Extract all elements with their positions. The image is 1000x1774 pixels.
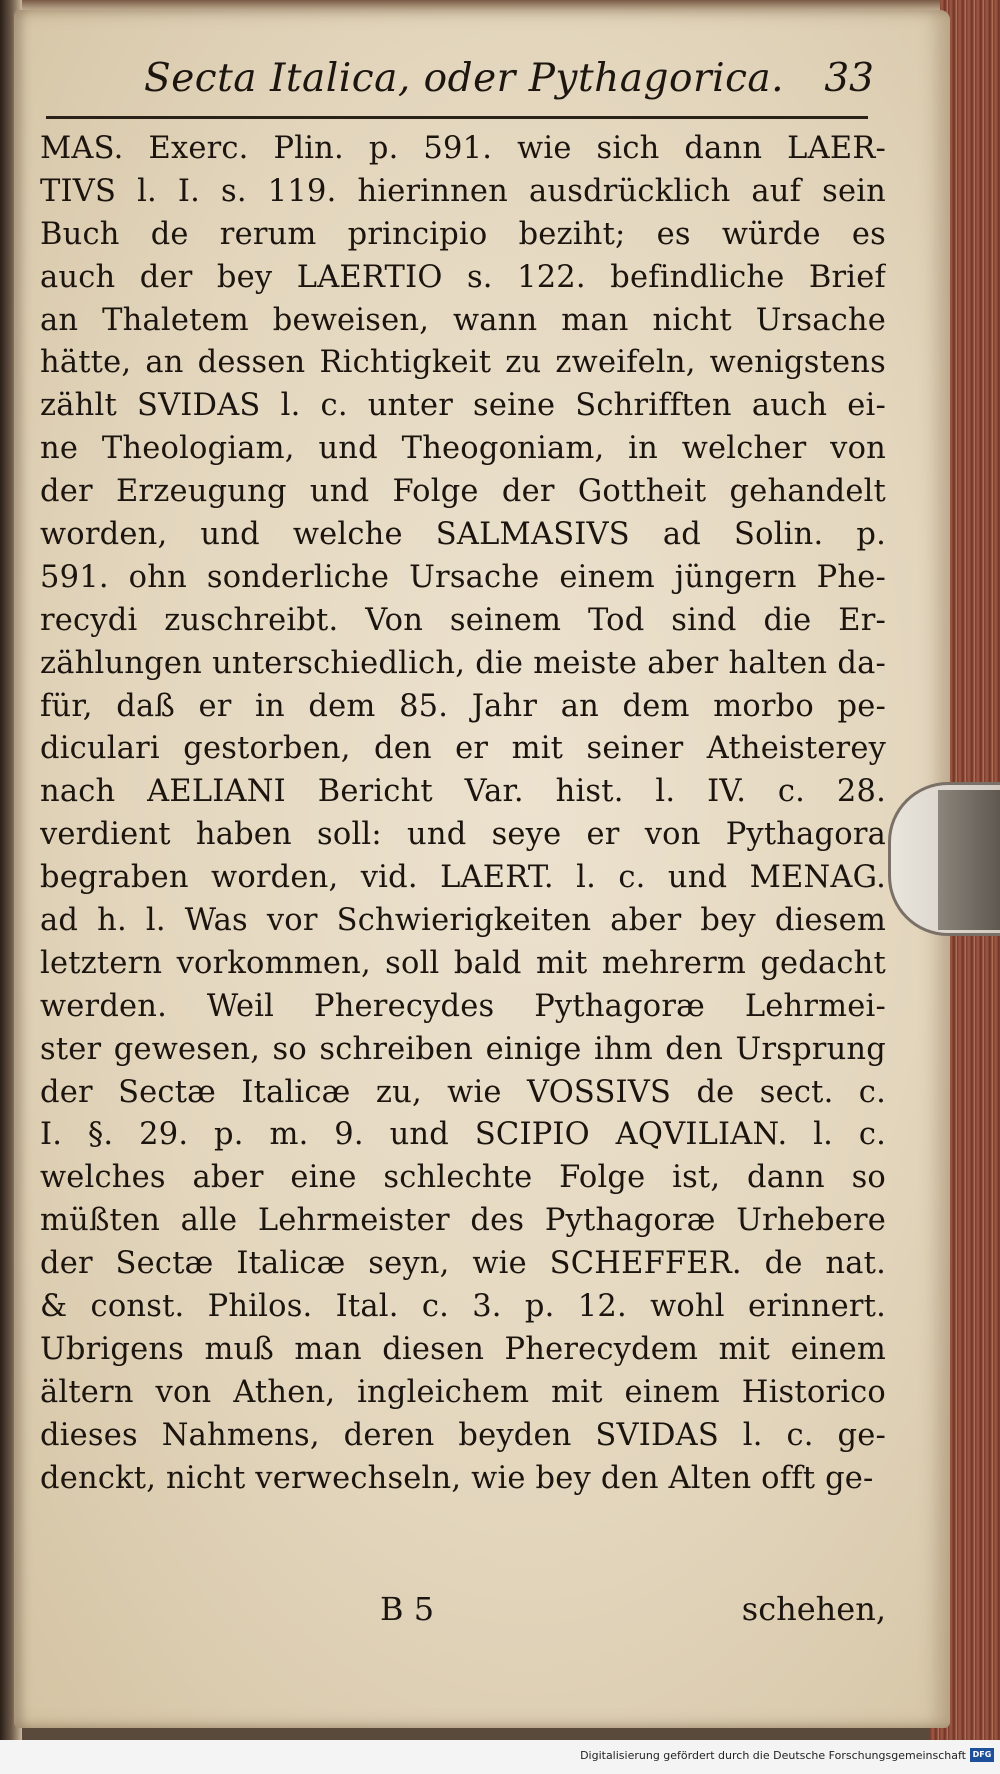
text-line: an Thaletem beweisen, wann man nicht Ursache: [40, 302, 886, 338]
text-line: 591. ohn sonderliche Ursache einem jüngern Phe-: [40, 559, 886, 595]
page-number: 33: [824, 56, 874, 101]
text-line: ad h. l. Was vor Schwierigkeiten aber bey diesem: [40, 903, 886, 939]
text-line: zählt SVIDAS l. c. unter seine Schrifften auch ei-: [40, 388, 886, 424]
bookmark-strap: [938, 790, 1000, 930]
text-line: nach AELIANI Bericht Var. hist. l. IV. c. 28.: [40, 774, 886, 810]
dfg-logo-icon: DFG: [970, 1748, 994, 1762]
signature-mark: B 5: [380, 1590, 435, 1628]
credit-bar: [0, 1740, 1000, 1774]
text-line: & const. Philos. Ital. c. 3. p. 12. wohl erinnert.: [40, 1289, 886, 1325]
text-line: müßten alle Lehrmeister des Pythagoræ Urhebere: [40, 1203, 886, 1239]
text-line: ne Theologiam, und Theogoniam, in welcher von: [40, 431, 886, 467]
catchword: schehen,: [741, 1590, 886, 1628]
text-line: letztern vorkommen, soll bald mit mehrerm gedacht: [40, 945, 886, 981]
text-line: der Erzeugung und Folge der Gottheit gehandelt: [40, 474, 886, 510]
text-line: diculari gestorben, den er mit seiner Atheisterey: [40, 731, 886, 767]
text-line: TIVS l. I. s. 119. hierinnen ausdrücklich auf sein: [40, 173, 886, 209]
text-line: hätte, an dessen Richtigkeit zu zweifeln, wenigstens: [40, 345, 886, 381]
text-line: der Sectæ Italicæ seyn, wie SCHEFFER. de nat.: [40, 1246, 886, 1282]
body-text: [40, 128, 886, 1501]
text-line: begraben worden, vid. LAERT. l. c. und MENAG.: [40, 860, 886, 896]
text-line: Ubrigens muß man diesen Pherecydem mit einem: [40, 1331, 886, 1367]
header-rule: [46, 116, 868, 119]
text-line: ältern von Athen, ingleichem mit einem Historico: [40, 1374, 886, 1410]
text-line: I. §. 29. p. m. 9. und SCIPIO AQVILIAN. l. c.: [40, 1117, 886, 1153]
text-line: der Sectæ Italicæ zu, wie VOSSIVS de sect. c.: [40, 1074, 886, 1110]
page-footer: [40, 1590, 886, 1640]
text-line: verdient haben soll: und seye er von Pythagora: [40, 817, 886, 853]
text-line: MAS. Exerc. Plin. p. 591. wie sich dann LAER-: [40, 131, 886, 166]
page-header: [144, 56, 884, 116]
text-line: für, daß er in dem 85. Jahr an dem morbo pe-: [40, 688, 886, 724]
text-line: Buch de rerum principio beziht; es würde es: [40, 216, 886, 252]
text-line: ster gewesen, so schreiben einige ihm den Ursprung: [40, 1031, 886, 1067]
text-line: dieses Nahmens, deren beyden SVIDAS l. c. ge-: [40, 1417, 886, 1453]
text-line: worden, und welche SALMASIVS ad Solin. p.: [40, 517, 886, 553]
text-line: welches aber eine schlechte Folge ist, dann so: [40, 1160, 886, 1196]
funding-credit: Digitalisierung gefördert durch die Deutsche Forschungsgemeinschaft: [580, 1749, 966, 1762]
book-page: [14, 10, 950, 1728]
text-line: werden. Weil Pherecydes Pythagoræ Lehrmei-: [40, 988, 886, 1024]
text-line: zählungen unterschiedlich, die meiste aber halten da-: [40, 645, 886, 681]
running-title: Secta Italica, oder Pythagorica.: [144, 56, 785, 101]
text-line: denckt, nicht verwechseln, wie bey den Alten offt ge-: [40, 1460, 874, 1496]
text-line: auch der bey LAERTIO s. 122. befindliche Brief: [40, 259, 886, 295]
text-line: recydi zuschreibt. Von seinem Tod sind die Er-: [40, 602, 886, 638]
